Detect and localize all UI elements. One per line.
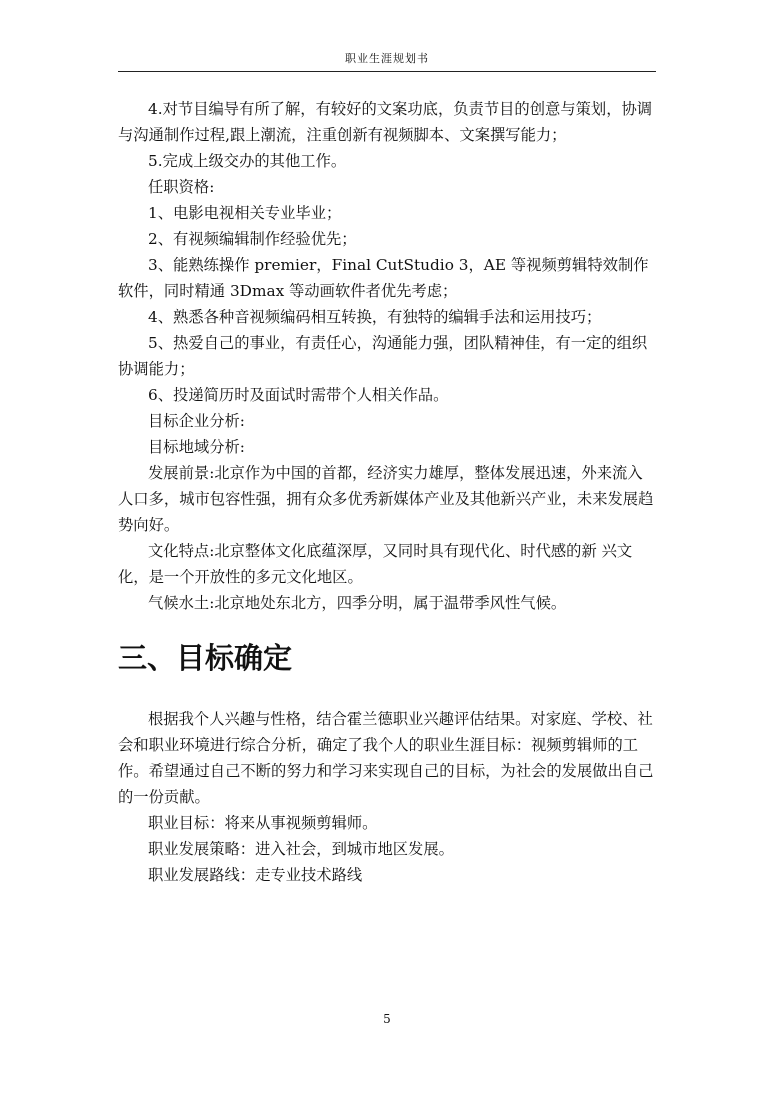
paragraph: 4.对节目编导有所了解，有较好的文案功底，负责节目的创意与策划，协调与沟通制作过程,跟上潮流，注重创新有视频脚本、文案撰写能力； — [118, 100, 653, 144]
list-item: 1、电影电视相关专业毕业； — [148, 204, 342, 222]
list-item: 6、投递简历时及面试时需带个人相关作品。 — [148, 386, 449, 404]
list-item: 2、有视频编辑制作经验优先； — [148, 230, 357, 248]
page-number: 5 — [383, 1012, 391, 1026]
running-header-title: 职业生涯规划书 — [345, 52, 429, 65]
paragraph: 目标企业分析: — [148, 412, 245, 430]
paragraph: 5.完成上级交办的其他工作。 — [148, 152, 347, 170]
paragraph: 发展前景:北京作为中国的首都，经济实力雄厚，整体发展迅速，外来流入人口多，城市包容性强，拥有众多优秀新媒体产业及其他新兴产业，未来发展趋势向好。 — [118, 464, 654, 534]
paragraph: 气候水土:北京地处东北方，四季分明，属于温带季风性气候。 — [148, 594, 567, 612]
paragraph: 职业发展路线：走专业技术路线 — [148, 866, 363, 884]
paragraph: 目标地域分析: — [148, 438, 245, 456]
paragraph: 职业发展策略：进入社会，到城市地区发展。 — [148, 840, 454, 858]
list-item: 3、能熟练操作 premier，Final CutStudio 3，AE 等视频剪辑特效制作软件，同时精通 3Dmax 等动画软件者优先考虑； — [118, 256, 649, 300]
paragraph: 职业目标：将来从事视频剪辑师。 — [148, 814, 378, 832]
paragraph: 任职资格: — [148, 178, 215, 196]
list-item: 4、熟悉各种音视频编码相互转换，有独特的编辑手法和运用技巧； — [148, 308, 602, 326]
paragraph: 根据我个人兴趣与性格，结合霍兰德职业兴趣评估结果。对家庭、学校、社会和职业环境进行综合分析，确定了我个人的职业生涯目标：视频剪辑师的工作。希望通过自己不断的努力和学习来实现自己的目标，为社会的发展做出自己的一份贡献。 — [118, 710, 654, 806]
section-heading: 三、目标确定 — [118, 641, 293, 675]
paragraph: 文化特点:北京整体文化底蕴深厚，又同时具有现代化、时代感的新 兴文化，是一个开放性的多元文化地区。 — [118, 542, 633, 586]
header-divider — [118, 71, 656, 72]
list-item: 5、热爱自己的事业，有责任心，沟通能力强，团队精神佳，有一定的组织协调能力； — [118, 334, 648, 378]
